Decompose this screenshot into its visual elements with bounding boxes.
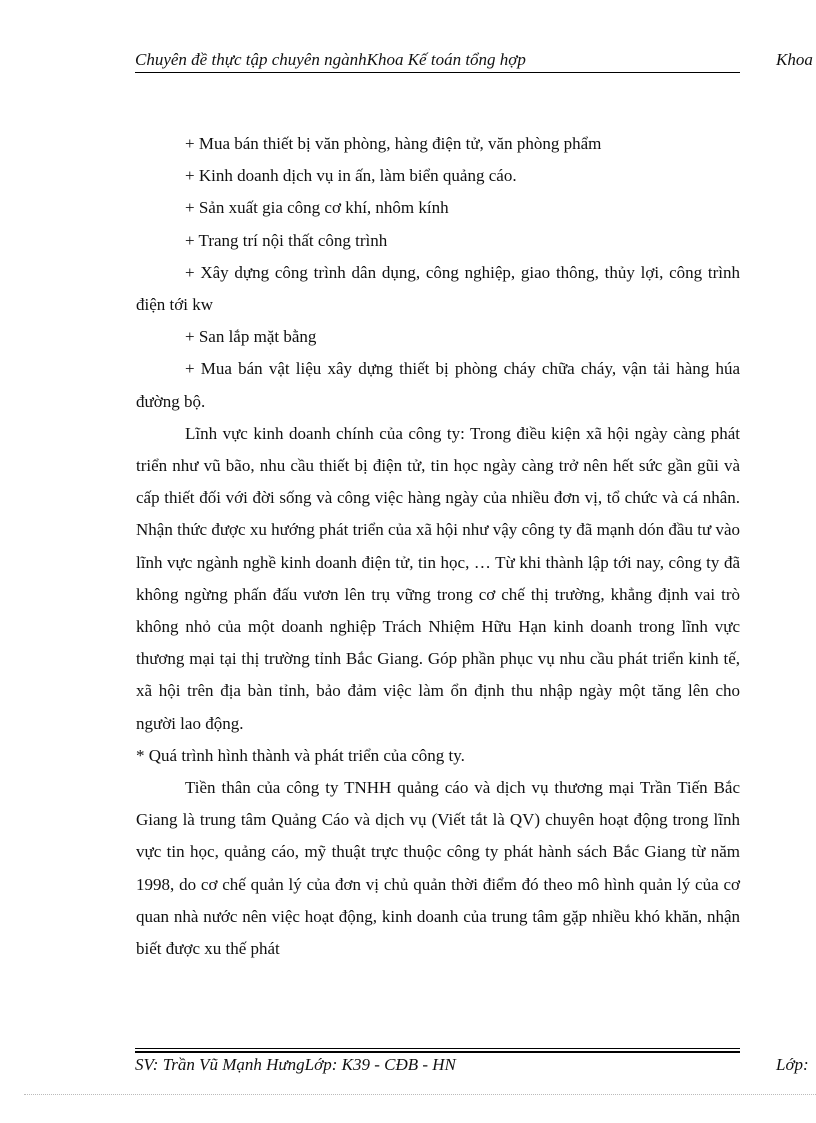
header-rule [135,72,740,73]
paragraph-item: + Xây dựng công trình dân dụng, công nghiệp, giao thông, thủy lợi, công trình điện tới kw [136,262,740,315]
paragraph-business-field: Lĩnh vực kinh doanh chính của công ty: Trong điều kiện xã hội ngày càng phát triển như vũ bão, nhu cầu thiết bị điện tử, tin học ngày càng trở nên hết sức gần gũi và cấp thiết đối với đời sống và công việc hàng ngày của nhiều đơn vị, tổ chức và cá nhân. Nhận thức được xu hướng phát triển của xã hội như vậy công ty đã mạnh dón đầu tư vào lĩnh vực ngành nghề kinh doanh điện tử, tin học, … Từ khi thành lập tới nay, công ty đã không ngừng phấn đấu vươn lên trụ vững trong cơ chế thị trường, khẳng định vai trò không nhỏ của một doanh nghiệp Trách Nhiệm Hữu Hạn kinh doanh trong lĩnh vực thương mại tại thị trường tỉnh Bắc Giang. Góp phần phục vụ nhu cầu phát triển kinh tế, xã hội trên địa bàn tỉnh, bảo đảm việc làm ổn định thu nhập ngày một tăng lên cho người lao động. [136,423,740,733]
header-title: Chuyên đề thực tập chuyên ngànhKhoa Kế toán tổng hợp [135,50,526,69]
header-right-text: Khoa [776,50,813,69]
paragraph-item: + Mua bán vật liệu xây dựng thiết bị phòng cháy chữa cháy, vận tải hàng húa đường bộ. [136,359,740,411]
section-heading: * Quá trình hình thành và phát triển của công ty. [136,745,465,765]
footer-right-text: Lớp: [776,1055,809,1074]
page-footer [0,1046,816,1086]
footer-rule-thin [135,1048,740,1049]
paragraph-item: + Mua bán thiết bị văn phòng, hàng điện tử, văn phòng phẩm [185,134,602,153]
paragraph-item: + Trang trí nội thất công trình [185,230,388,250]
page-header [0,48,816,78]
footer-rule-thick [135,1051,740,1053]
page-bottom-dotted-line [24,1094,816,1095]
paragraph-item: + Sản xuất gia công cơ khí, nhôm kính [185,198,449,218]
footer-student-info: SV: Trần Vũ Mạnh HưngLớp: K39 - CĐB - HN [135,1055,456,1074]
paragraph-item: + Kinh doanh dịch vụ in ấn, làm biển quảng cáo. [185,166,517,186]
paragraph-item: + San lắp mặt bằng [185,327,317,347]
paragraph-history: Tiền thân của công ty TNHH quảng cáo và dịch vụ thương mại Trần Tiến Bắc Giang là trung tâm Quảng Cáo và dịch vụ (Viết tắt là QV) chuyên hoạt động trong lĩnh vực tin học, quảng cáo, mỹ thuật trực thuộc công ty phát hành sách Bắc Giang từ năm 1998, do cơ chế quản lý của đơn vị chủ quản thời điểm đó theo mô hình quản lý của cơ quan nhà nước nên việc hoạt động, kinh doanh của trung tâm gặp nhiều khó khăn, nhận biết được xu thế phát [136,778,740,959]
document-body [136,128,740,965]
